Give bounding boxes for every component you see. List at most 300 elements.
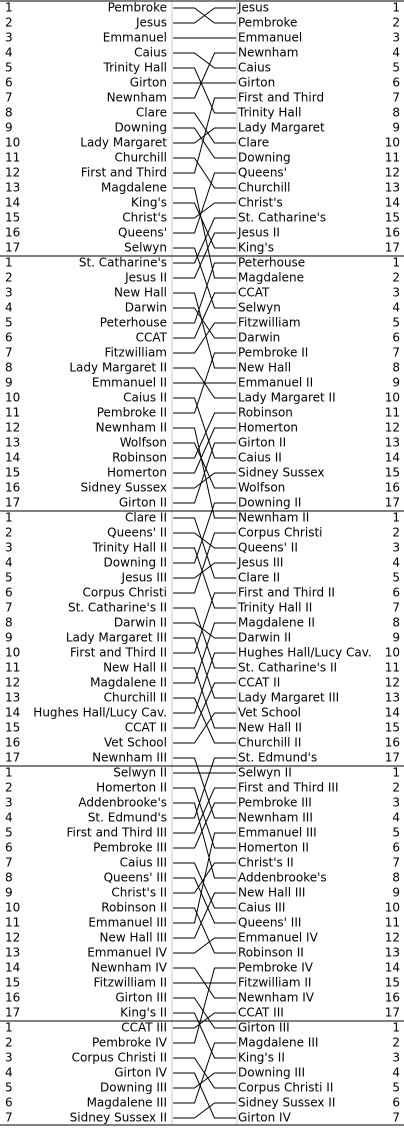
start-crew-name: Lady Margaret (80, 135, 167, 150)
end-crew-name: Caius II (238, 450, 282, 465)
start-position-number: 12 (5, 420, 21, 435)
start-crew-name: CCAT III (121, 1020, 167, 1035)
start-position-number: 8 (5, 360, 13, 375)
end-position-number: 12 (384, 420, 400, 435)
end-crew-name: Newnham II (238, 510, 310, 525)
start-crew-name: Selwyn II (113, 765, 167, 780)
bump-line (173, 293, 236, 368)
bump-line (173, 98, 236, 173)
end-position-number: 9 (392, 120, 400, 135)
start-position-number: 13 (5, 945, 21, 960)
start-position-number: 10 (5, 390, 21, 405)
end-crew-name: First and Third (238, 90, 325, 105)
end-position-number: 11 (384, 660, 400, 675)
bump-line (173, 203, 236, 218)
end-crew-name: Pembroke (238, 15, 298, 30)
end-crew-name: Clare (238, 135, 270, 150)
start-crew-name: Emmanuel III (88, 915, 167, 930)
start-position-number: 4 (5, 555, 13, 570)
start-crew-name: Emmanuel II (91, 375, 167, 390)
start-position-number: 1 (5, 510, 13, 525)
start-crew-name: Girton III (115, 990, 167, 1005)
end-crew-name: Pembroke III (238, 795, 312, 810)
start-position-number: 5 (5, 570, 13, 585)
end-position-number: 1 (392, 765, 400, 780)
end-position-number: 9 (392, 885, 400, 900)
end-crew-name: Lady Margaret (238, 120, 325, 135)
end-position-number: 13 (384, 690, 400, 705)
start-position-number: 3 (5, 795, 13, 810)
start-position-number: 8 (5, 870, 13, 885)
end-position-number: 15 (384, 465, 400, 480)
start-position-number: 6 (5, 585, 13, 600)
end-crew-name: Caius (238, 60, 271, 75)
end-position-number: 12 (384, 930, 400, 945)
end-position-number: 2 (392, 780, 400, 795)
start-crew-name: Jesus (135, 15, 167, 30)
start-position-number: 11 (5, 405, 21, 420)
start-crew-name: Caius III (119, 855, 167, 870)
end-crew-name: Girton II (238, 435, 287, 450)
end-position-number: 4 (392, 45, 400, 60)
end-position-number: 2 (392, 1035, 400, 1050)
start-crew-name: Christ's (122, 210, 167, 225)
start-crew-name: CCAT II (124, 720, 167, 735)
start-position-number: 3 (5, 30, 13, 45)
start-crew-name: Girton IV (114, 1065, 167, 1080)
end-crew-name: Robinson II (238, 945, 304, 960)
start-crew-name: King's II (120, 1005, 167, 1020)
end-position-number: 7 (392, 345, 400, 360)
start-position-number: 9 (5, 630, 13, 645)
end-crew-name: Christ's (238, 195, 283, 210)
start-crew-name: Sidney Sussex II (69, 1110, 167, 1125)
start-crew-name: Homerton (106, 465, 167, 480)
start-crew-name: Sidney Sussex (80, 480, 167, 495)
end-position-number: 15 (384, 720, 400, 735)
end-position-number: 1 (392, 510, 400, 525)
end-crew-name: Churchill II (238, 735, 302, 750)
end-position-number: 5 (392, 315, 400, 330)
end-position-number: 12 (384, 675, 400, 690)
start-crew-name: Clare II (124, 510, 167, 525)
end-position-number: 16 (384, 480, 400, 495)
end-position-number: 10 (384, 390, 400, 405)
start-position-number: 9 (5, 885, 13, 900)
end-position-number: 13 (384, 180, 400, 195)
bump-line (173, 533, 236, 548)
start-position-number: 13 (5, 435, 21, 450)
start-position-number: 6 (5, 330, 13, 345)
end-crew-name: Jesus II (238, 225, 280, 240)
end-crew-name: Corpus Christi (238, 525, 323, 540)
start-crew-name: Christ's II (111, 885, 167, 900)
start-crew-name: Newnham II (95, 420, 167, 435)
start-crew-name: Caius II (123, 390, 167, 405)
end-position-number: 7 (392, 1110, 400, 1125)
start-crew-name: First and Third (80, 165, 167, 180)
start-crew-name: Trinity Hall II (92, 540, 167, 555)
start-position-number: 1 (5, 0, 13, 15)
end-crew-name: Robinson (238, 405, 293, 420)
end-position-number: 1 (392, 0, 400, 15)
start-crew-name: First and Third III (66, 825, 167, 840)
end-position-number: 3 (392, 285, 400, 300)
start-position-number: 11 (5, 660, 21, 675)
start-crew-name: Pembroke (107, 0, 167, 15)
end-position-number: 3 (392, 540, 400, 555)
start-position-number: 2 (5, 525, 13, 540)
bump-line (173, 1103, 236, 1118)
start-crew-name: St. Catharine's (78, 255, 167, 270)
start-crew-name: St. Catharine's II (67, 600, 167, 615)
start-crew-name: Magdalene II (90, 675, 167, 690)
end-position-number: 8 (392, 615, 400, 630)
end-crew-name: Girton (238, 75, 276, 90)
start-position-number: 5 (5, 825, 13, 840)
end-position-number: 6 (392, 1095, 400, 1110)
start-position-number: 7 (5, 90, 13, 105)
end-position-number: 17 (384, 750, 400, 765)
start-crew-name: Jesus III (121, 570, 167, 585)
end-position-number: 2 (392, 525, 400, 540)
start-crew-name: Newnham IV (91, 960, 167, 975)
start-position-number: 16 (5, 225, 21, 240)
start-position-number: 8 (5, 105, 13, 120)
start-position-number: 8 (5, 615, 13, 630)
end-position-number: 10 (384, 135, 400, 150)
start-crew-name: Girton (129, 75, 167, 90)
bump-lines (173, 8, 236, 1118)
start-crew-name: King's (131, 195, 167, 210)
start-crew-name: Lady Margaret III (65, 630, 167, 645)
start-position-number: 9 (5, 120, 13, 135)
start-position-number: 10 (5, 645, 21, 660)
start-crew-name: Churchill (114, 150, 167, 165)
start-crew-name: First and Third II (70, 645, 167, 660)
start-position-number: 13 (5, 180, 21, 195)
start-crew-name: Robinson II (101, 900, 167, 915)
end-crew-name: Clare II (238, 570, 281, 585)
end-crew-name: Jesus (238, 0, 270, 15)
end-position-number: 7 (392, 600, 400, 615)
end-crew-name: Sidney Sussex II (238, 1095, 336, 1110)
end-crew-name: Christ's II (238, 855, 294, 870)
start-position-number: 6 (5, 840, 13, 855)
end-crew-name: Fitzwilliam II (238, 975, 312, 990)
start-crew-name: Magdalene (101, 180, 167, 195)
bump-line (173, 1073, 236, 1088)
end-crew-name: New Hall (238, 360, 292, 375)
start-crew-name: Emmanuel (102, 30, 167, 45)
end-position-number: 6 (392, 840, 400, 855)
end-crew-name: Downing II (238, 495, 302, 510)
end-position-number: 1 (392, 255, 400, 270)
end-position-number: 7 (392, 90, 400, 105)
end-position-number: 9 (392, 630, 400, 645)
start-crew-name: Girton II (118, 495, 167, 510)
end-position-number: 4 (392, 555, 400, 570)
end-crew-name: Lady Margaret II (238, 390, 336, 405)
start-crew-name: Clare (135, 105, 167, 120)
start-crew-name: Lady Margaret II (69, 360, 167, 375)
start-position-number: 17 (5, 240, 21, 255)
start-position-number: 4 (5, 1065, 13, 1080)
start-crew-name: Queens' III (103, 870, 167, 885)
end-crew-name: Trinity Hall II (238, 600, 313, 615)
end-crew-name: New Hall III (238, 885, 306, 900)
start-position-number: 10 (5, 900, 21, 915)
end-crew-name: First and Third III (238, 780, 339, 795)
end-crew-name: Darwin II (238, 630, 292, 645)
start-crew-name: Downing (114, 120, 167, 135)
start-position-number: 2 (5, 270, 13, 285)
start-crew-name: New Hall II (103, 660, 167, 675)
start-crew-name: CCAT (135, 330, 167, 345)
start-crew-name: Robinson (112, 450, 167, 465)
start-crew-name: Selwyn (124, 240, 167, 255)
start-position-number: 14 (5, 705, 21, 720)
end-crew-name: Lady Margaret III (238, 690, 340, 705)
end-crew-name: St. Edmund's (238, 750, 318, 765)
bump-line (173, 968, 236, 1043)
start-crew-name: Wolfson (119, 435, 167, 450)
end-crew-name: Magdalene II (238, 615, 315, 630)
end-position-number: 13 (384, 435, 400, 450)
start-position-number: 14 (5, 960, 21, 975)
end-position-number: 1 (392, 1020, 400, 1035)
end-crew-name: Vet School (238, 705, 302, 720)
end-position-number: 5 (392, 570, 400, 585)
start-position-number: 6 (5, 1095, 13, 1110)
start-crew-name: St. Edmund's (87, 810, 167, 825)
start-crew-name: Vet School (103, 735, 167, 750)
start-position-number: 15 (5, 975, 21, 990)
start-position-number: 1 (5, 255, 13, 270)
end-crew-name: First and Third II (238, 585, 335, 600)
end-position-number: 14 (384, 195, 400, 210)
end-crew-name: CCAT III (238, 1005, 284, 1020)
start-position-number: 16 (5, 480, 21, 495)
end-position-number: 16 (384, 990, 400, 1005)
end-crew-name: Emmanuel IV (238, 930, 318, 945)
end-crew-name: Hughes Hall/Lucy Cav. (238, 645, 372, 660)
start-crew-name: New Hall (113, 285, 167, 300)
start-crew-name: Corpus Christi II (71, 1050, 167, 1065)
end-crew-name: Caius III (238, 900, 286, 915)
start-crew-name: Pembroke IV (92, 1035, 167, 1050)
end-position-number: 3 (392, 795, 400, 810)
end-crew-name: Sidney Sussex (238, 465, 325, 480)
start-position-number: 5 (5, 1080, 13, 1095)
end-position-number: 2 (392, 270, 400, 285)
end-position-number: 4 (392, 810, 400, 825)
start-crew-name: Darwin (124, 300, 167, 315)
start-crew-name: Fitzwilliam II (93, 975, 167, 990)
end-crew-name: Homerton II (238, 840, 309, 855)
start-crew-name: Queens' (118, 225, 167, 240)
end-position-number: 10 (384, 900, 400, 915)
start-position-number: 3 (5, 540, 13, 555)
end-crew-name: St. Catharine's (238, 210, 327, 225)
start-position-number: 1 (5, 765, 13, 780)
end-crew-name: Homerton (238, 420, 299, 435)
start-crew-name: Fitzwilliam (104, 345, 167, 360)
start-position-number: 15 (5, 720, 21, 735)
bump-line (173, 8, 236, 23)
end-crew-name: Downing III (238, 1065, 305, 1080)
end-crew-name: New Hall II (238, 720, 302, 735)
bump-line (173, 563, 236, 578)
end-position-number: 6 (392, 585, 400, 600)
end-position-number: 4 (392, 300, 400, 315)
start-crew-name: Peterhouse (99, 315, 167, 330)
start-crew-name: New Hall III (99, 930, 167, 945)
end-crew-name: Queens' II (238, 540, 298, 555)
end-crew-name: Pembroke IV (238, 960, 313, 975)
start-position-number: 3 (5, 285, 13, 300)
start-crew-name: Homerton II (96, 780, 167, 795)
end-position-number: 3 (392, 1050, 400, 1065)
end-position-number: 7 (392, 855, 400, 870)
start-position-number: 5 (5, 315, 13, 330)
start-position-number: 10 (5, 135, 21, 150)
end-position-number: 15 (384, 210, 400, 225)
start-position-number: 4 (5, 810, 13, 825)
end-crew-name: Trinity Hall (238, 105, 302, 120)
bump-line (173, 1013, 236, 1058)
start-crew-name: Jesus II (125, 270, 167, 285)
start-position-number: 2 (5, 1035, 13, 1050)
end-crew-name: Magdalene III (238, 1035, 319, 1050)
start-crew-name: Downing III (100, 1080, 167, 1095)
end-crew-name: Emmanuel II (238, 375, 314, 390)
end-position-number: 17 (384, 495, 400, 510)
end-position-number: 16 (384, 735, 400, 750)
start-position-number: 17 (5, 1005, 21, 1020)
start-crew-name: Downing II (103, 555, 167, 570)
start-position-number: 12 (5, 675, 21, 690)
start-position-number: 12 (5, 165, 21, 180)
start-position-number: 11 (5, 150, 21, 165)
start-position-number: 2 (5, 15, 13, 30)
end-position-number: 5 (392, 825, 400, 840)
start-crew-name: Newnham III (92, 750, 167, 765)
start-crew-name: Emmanuel IV (87, 945, 167, 960)
start-position-number: 7 (5, 600, 13, 615)
end-crew-name: Fitzwilliam (238, 315, 301, 330)
start-position-number: 16 (5, 735, 21, 750)
end-position-number: 8 (392, 870, 400, 885)
end-position-number: 8 (392, 360, 400, 375)
end-position-number: 4 (392, 1065, 400, 1080)
end-crew-name: Darwin (238, 330, 281, 345)
start-position-number: 2 (5, 780, 13, 795)
start-position-number: 7 (5, 855, 13, 870)
end-position-number: 14 (384, 705, 400, 720)
end-crew-name: CCAT II (238, 675, 281, 690)
start-crew-name: Newnham (106, 90, 167, 105)
start-position-number: 17 (5, 495, 21, 510)
bump-line (173, 938, 236, 953)
end-position-number: 11 (384, 915, 400, 930)
end-position-number: 3 (392, 30, 400, 45)
start-position-number: 5 (5, 60, 13, 75)
end-position-number: 13 (384, 945, 400, 960)
start-position-number: 11 (5, 915, 21, 930)
end-position-number: 15 (384, 975, 400, 990)
start-position-number: 17 (5, 750, 21, 765)
end-position-number: 12 (384, 165, 400, 180)
start-position-number: 4 (5, 45, 13, 60)
end-crew-name: Newnham IV (238, 990, 314, 1005)
start-position-number: 14 (5, 195, 21, 210)
end-position-number: 2 (392, 15, 400, 30)
end-position-number: 9 (392, 375, 400, 390)
end-crew-name: Emmanuel (238, 30, 303, 45)
start-crew-name: Magdalene III (86, 1095, 167, 1110)
end-crew-name: King's (238, 240, 274, 255)
bump-line (173, 803, 236, 878)
start-position-number: 13 (5, 690, 21, 705)
start-position-number: 4 (5, 300, 13, 315)
end-crew-name: Jesus III (238, 555, 284, 570)
end-crew-name: Emmanuel III (238, 825, 317, 840)
end-crew-name: Addenbrooke's (238, 870, 327, 885)
end-crew-name: Corpus Christi II (238, 1080, 334, 1095)
bump-line (173, 53, 236, 68)
end-crew-name: Girton IV (238, 1110, 291, 1125)
end-position-number: 6 (392, 330, 400, 345)
end-crew-name: Selwyn II (238, 765, 292, 780)
end-crew-name: King's II (238, 1050, 285, 1065)
end-position-number: 8 (392, 105, 400, 120)
start-position-number: 14 (5, 450, 21, 465)
end-position-number: 17 (384, 240, 400, 255)
start-crew-name: Queens' II (107, 525, 167, 540)
end-crew-name: Peterhouse (238, 255, 306, 270)
start-crew-name: Darwin II (113, 615, 167, 630)
start-position-number: 9 (5, 375, 13, 390)
end-crew-name: Pembroke II (238, 345, 309, 360)
end-crew-name: Churchill (238, 180, 291, 195)
start-crew-name: Corpus Christi (82, 585, 167, 600)
bump-line (173, 623, 236, 638)
end-crew-name: Selwyn (238, 300, 281, 315)
start-crew-name: Pembroke III (93, 840, 167, 855)
end-position-number: 17 (384, 1005, 400, 1020)
end-position-number: 11 (384, 150, 400, 165)
end-position-number: 10 (384, 645, 400, 660)
end-position-number: 14 (384, 960, 400, 975)
end-position-number: 14 (384, 450, 400, 465)
start-position-number: 7 (5, 1110, 13, 1125)
end-crew-name: CCAT (238, 285, 270, 300)
start-crew-name: Trinity Hall (103, 60, 167, 75)
start-position-number: 15 (5, 210, 21, 225)
start-crew-name: Caius (134, 45, 167, 60)
end-position-number: 16 (384, 225, 400, 240)
start-crew-name: Hughes Hall/Lucy Cav. (33, 705, 167, 720)
start-position-number: 7 (5, 345, 13, 360)
end-crew-name: Newnham (238, 45, 299, 60)
start-position-number: 1 (5, 1020, 13, 1035)
start-crew-name: Churchill II (103, 690, 167, 705)
end-position-number: 5 (392, 60, 400, 75)
end-position-number: 5 (392, 1080, 400, 1095)
end-crew-name: Magdalene (238, 270, 304, 285)
bump-line (173, 1073, 236, 1118)
